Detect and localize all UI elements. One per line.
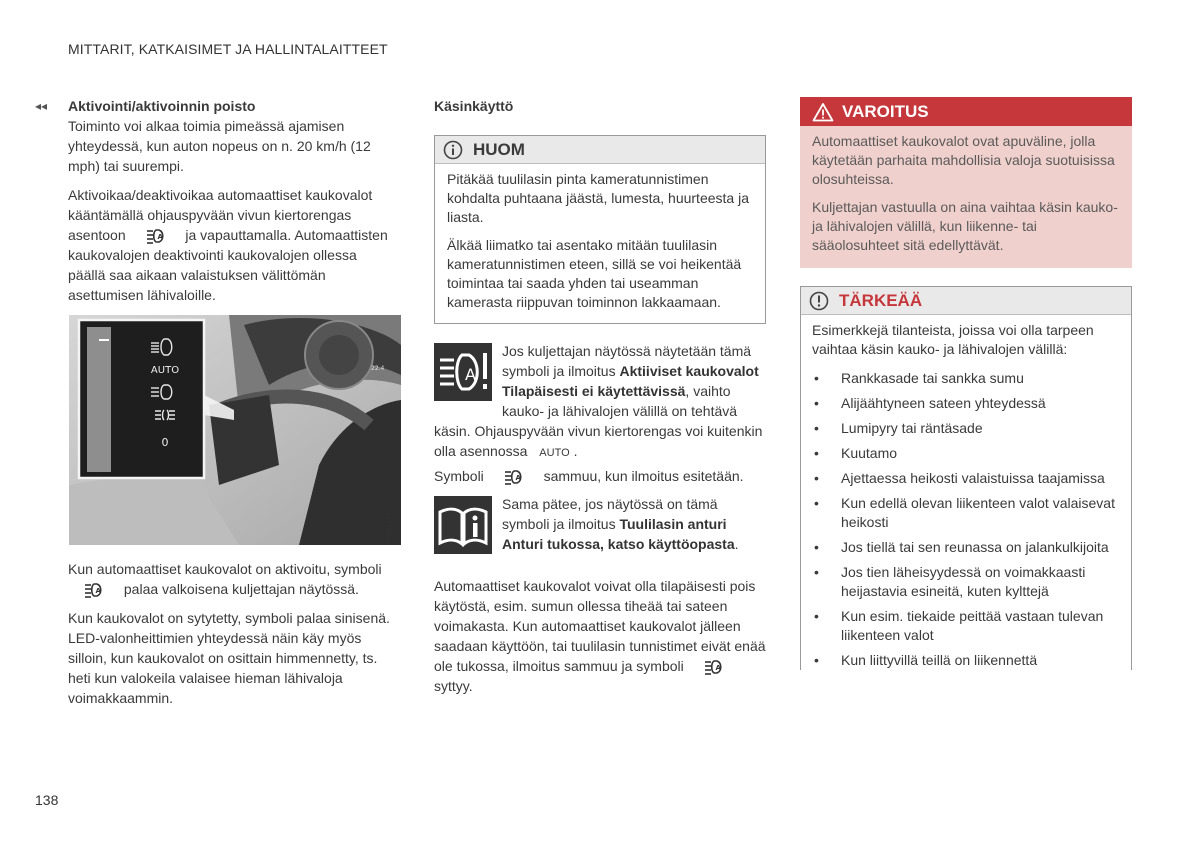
important-title: TÄRKEÄÄ bbox=[839, 290, 923, 310]
auto-high-beam-icon bbox=[146, 228, 166, 244]
stalk-switch-photo bbox=[69, 315, 401, 545]
left-column bbox=[35, 96, 395, 314]
svg-text:A: A bbox=[715, 664, 721, 673]
warning-header bbox=[800, 97, 1132, 126]
paragraph: Aktivoikaa/deaktivoikaa automaattiset kaukovalot kääntämällä ohjauspyvään vivun kiertorengas asentoon A ja vapauttamalla. Automaattisten kaukovalojen deaktivointi kaukovalojen ollessa päällä saa aikaan valaistuksen välittömän asettumisen lähivaloille. bbox=[68, 187, 388, 303]
auto-high-beam-unavailable-icon bbox=[434, 343, 492, 401]
right-column bbox=[800, 97, 1132, 676]
warning-paragraph: Automaattiset kaukovalot ovat apuväline, jolla käytetään parhaita mahdollisia valoja suotuisissa olosuhteissa. bbox=[812, 133, 1115, 187]
auto-label: AUTO bbox=[539, 447, 570, 459]
svg-text:A: A bbox=[157, 233, 163, 242]
auto-high-beam-icon bbox=[704, 659, 724, 675]
list-item: • Alijäähtyneen sateen yhteydessä bbox=[812, 394, 1120, 413]
section-header: MITTARIT, KATKAISIMET JA HALLINTALAITTEET bbox=[68, 41, 388, 57]
svg-text:A: A bbox=[515, 474, 521, 483]
left-column-lower bbox=[68, 559, 393, 717]
list-item: • Lumipyry tai räntäsade bbox=[812, 419, 1120, 438]
important-list bbox=[812, 369, 1120, 670]
info-icon bbox=[443, 140, 463, 160]
gauge-readout: 22.4 bbox=[371, 365, 385, 372]
warning-paragraph: Kuljettajan vastuulla on aina vaihtaa käsin kauko- ja lähivalojen välillä, kun liikenne- tai sääolosuhteet sitä edellyttävät. bbox=[812, 199, 1118, 253]
section-heading: Aktivointi/aktivoinnin poisto bbox=[68, 98, 256, 114]
note-paragraph: Älkää liimatko tai asentako mitään tuulilasin kameratunnistimen eteen, sillä se voi heikentää toimintaa tai saada yhden tai useamman kamerasta riippuvan toiminnon lakkaamaan. bbox=[447, 237, 742, 310]
double-chevron-left-icon[interactable]: ◂◂ bbox=[35, 99, 48, 113]
list-item: • Jos tiellä tai sen reunassa on jalankulkijoita bbox=[812, 538, 1120, 557]
list-item: • Jos tien läheisyydessä on voimakkaasti heijastavia esineitä, kuten kylttejä bbox=[812, 563, 1120, 601]
warning-triangle-icon bbox=[812, 102, 834, 122]
note-title: HUOM bbox=[473, 139, 525, 159]
paragraph: Automaattiset kaukovalot voivat olla tilapäisesti pois käytöstä, esim. sumun ollessa tiheää tai sateen voimakasta. Kun automaattiset kaukovalot jälleen saadaan käyttöön, tai tuulilasin tunnistimet eivät enää ole tukossa, ilmoitus sammuu ja symboli A syttyy. bbox=[434, 578, 766, 694]
owners-manual-icon bbox=[434, 496, 492, 554]
list-item: • Rankkasade tai sankka sumu bbox=[812, 369, 1120, 388]
note-box bbox=[434, 135, 766, 324]
auto-high-beam-icon bbox=[504, 469, 524, 485]
note-paragraph: Pitäkää tuulilasin pinta kameratunnistimen kohdalta puhtaana jäästä, lumesta, huurteesta ja liasta. bbox=[447, 171, 749, 225]
important-header bbox=[801, 287, 1131, 315]
list-item: • Kun liittyvillä teillä on liikennettä bbox=[812, 651, 1120, 670]
svg-text:A: A bbox=[465, 365, 476, 384]
svg-text:A: A bbox=[95, 587, 101, 596]
middle-column bbox=[434, 96, 766, 705]
switch-label-auto: AUTO bbox=[150, 365, 180, 376]
list-item: • Kuutamo bbox=[812, 444, 1120, 463]
list-item: • Kun esim. tiekaide peittää vastaan tulevan liikenteen valot bbox=[812, 607, 1120, 645]
important-box bbox=[800, 286, 1132, 670]
paragraph: Kun kaukovalot on sytytetty, symboli palaa sinisenä. LED-valonheittimien yhteydessä näin käy myös silloin, kun kaukovalot on osittain himmennetty, ts. heti kun valokeila valaisee hieman lähivaloja voimakkaammin. bbox=[68, 610, 390, 706]
exclamation-circle-icon bbox=[809, 291, 829, 311]
symbol-paragraph-2: Sama pätee, jos näytössä on tämä symboli ja ilmoitus Tuulilasin anturi Anturi tukossa, katso käyttöopasta. bbox=[434, 494, 766, 554]
warning-box bbox=[800, 97, 1132, 268]
important-intro: Esimerkkejä tilanteista, joissa voi olla tarpeen vaihtaa käsin kauko- ja lähivalojen välillä: bbox=[812, 322, 1094, 357]
note-header bbox=[435, 136, 765, 164]
paragraph: Toiminto voi alkaa toimia pimeässä ajamisen yhteydessä, kun auton nopeus on n. 20 km/h (12 mph) tai suurempi. bbox=[68, 118, 371, 174]
list-item: • Kun edellä olevan liikenteen valot valaisevat heikosti bbox=[812, 494, 1120, 532]
paragraph: Kun automaattiset kaukovalot on aktivoitu, symboli A palaa valkoisena kuljettajan näytössä. bbox=[68, 561, 382, 597]
section-heading: Käsinkäyttö bbox=[434, 98, 514, 114]
symbol-paragraph-1: A Jos kuljettajan näytössä näytetään tämä symboli ja ilmoitus Aktiiviset kaukovalot Tilapäisesti ei käytettävissä, vaihto kauko- ja lähivalojen välillä on tehtävä käsin. Ohjauspyvään vivun kiertorengas voi kuitenkin olla asennossa AUTO . Symboli A sammuu, kun ilmoitus esitetään. bbox=[434, 343, 763, 484]
dashboard-illustration bbox=[69, 315, 401, 545]
warning-title: VAROITUS bbox=[842, 101, 929, 121]
list-item: • Ajettaessa heikosti valaistuissa taajamissa bbox=[812, 469, 1120, 488]
page-number: 138 bbox=[35, 792, 59, 808]
switch-label-off: 0 bbox=[161, 436, 169, 449]
image-code: G066571 bbox=[386, 512, 393, 540]
auto-high-beam-icon bbox=[84, 582, 104, 598]
